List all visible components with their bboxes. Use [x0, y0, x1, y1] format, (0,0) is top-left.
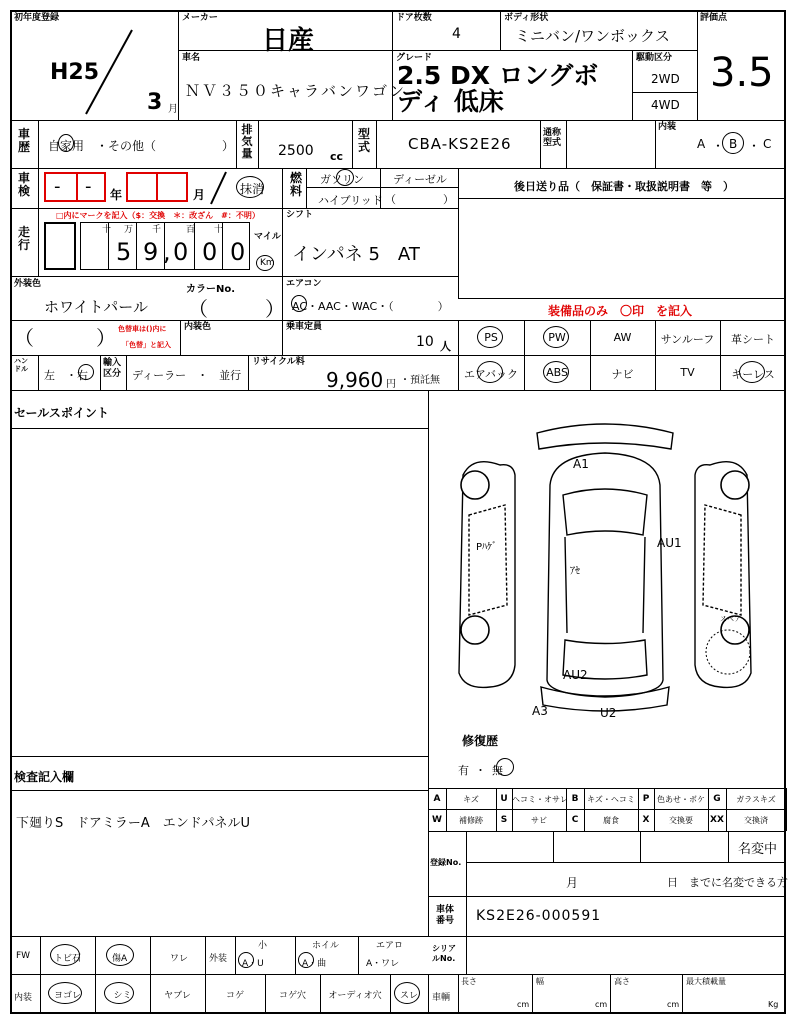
inspect-year-box2: - [76, 172, 106, 202]
divider [236, 120, 237, 168]
fuel-hybrid: ハイブリッド [318, 194, 383, 207]
aircon-label: エアコン [286, 279, 322, 289]
history-label: 車歴 [17, 127, 30, 154]
circle-mark [50, 944, 80, 966]
wheel-label: ホイル [312, 941, 340, 951]
paren: ） [443, 193, 454, 206]
circle-mark [291, 295, 307, 312]
divider [458, 298, 786, 299]
maker-value: 日産 [262, 26, 315, 56]
common-model-label: 通称型式 [543, 128, 562, 148]
weight-label: 最大積載量 [686, 977, 726, 986]
b1-item: 傷A [112, 954, 128, 964]
handle-label: ハンドル [14, 357, 28, 373]
handle-options: 左 ・右 [44, 369, 88, 382]
divider [38, 355, 39, 390]
equip-title: 装備品のみ 〇印 を記入 [548, 304, 693, 318]
divider [10, 320, 786, 321]
sales-title: セールスポイント [14, 406, 109, 420]
divider [10, 756, 428, 757]
circle-mark [104, 982, 134, 1004]
interior-c: C [763, 137, 772, 151]
body-label: ボディ形状 [504, 13, 549, 23]
length-label: 長さ [461, 977, 477, 986]
aero-options: A・ワレ [366, 959, 400, 969]
repair-options: 有・無 [458, 764, 509, 777]
drive-4wd: 4WD [651, 98, 680, 112]
vin-value: KS2E26-000591 [476, 908, 602, 924]
mileage-label: 走行 [17, 225, 30, 252]
mileage-digit: 5 [116, 238, 132, 266]
aircon-value: AC・AAC・WAC・（ ） [292, 300, 449, 313]
drive-2wd: 2WD [651, 72, 680, 86]
divider [126, 355, 127, 390]
damage-au1: AU1 [657, 536, 682, 550]
circle-mark [48, 982, 82, 1004]
slash-line [208, 170, 228, 206]
divider [306, 168, 307, 208]
divider [632, 92, 697, 93]
divider [466, 896, 467, 936]
circle-mark [496, 758, 514, 776]
divider [392, 10, 393, 120]
interior-color-label: 内装色 [184, 322, 212, 332]
circle-mark [477, 326, 503, 348]
legend-code: B [571, 794, 579, 804]
paren: ） [265, 297, 285, 321]
gaiso-label: 外装 [209, 954, 228, 964]
dims-label: 車輌 [432, 993, 451, 1003]
divider [180, 320, 181, 355]
reg-day-text: 日 までに名変できる方 [667, 876, 788, 889]
equipment-item: 革シート [731, 333, 775, 346]
exterior-label: 外装色 [14, 279, 42, 289]
mileage-digit: 0 [173, 238, 189, 266]
divider [306, 187, 458, 188]
model-value: CBA-KS2E26 [408, 135, 512, 153]
month-unit: 月 [193, 188, 206, 202]
year-unit: 年 [110, 188, 123, 202]
interior-damage-item: ヨゴレ [53, 991, 81, 1001]
displacement-label: 排気量 [241, 123, 253, 160]
shift-label: シフト [286, 210, 314, 220]
damage-a1: A1 [573, 457, 589, 471]
capacity-unit: 人 [440, 340, 451, 353]
circle-mark [543, 361, 569, 383]
divider [258, 120, 259, 168]
legend-code: U [500, 794, 508, 804]
divider [376, 120, 377, 168]
first-reg-era: H25 [50, 60, 100, 85]
mileage-digit: 9 [143, 238, 159, 266]
circle-mark [543, 326, 569, 348]
unit-ten-man: 十 [102, 225, 112, 235]
inspect-month-box [126, 172, 158, 202]
legend-label: ヘコミ・オサレ [512, 795, 568, 804]
mileage-note: □内にマークを記入（$：交換 ＊：改ざん #：不明） [56, 211, 260, 220]
car-damage-diagram [445, 415, 765, 725]
equipment-item: TV [680, 366, 695, 379]
import-options: ディーラー ・ 並行 [132, 369, 242, 382]
legend-label: 補修跡 [459, 816, 483, 825]
expired-label: 抹消 [240, 182, 265, 196]
reg-label: 登録No. [430, 858, 462, 867]
interior-damage-item: シミ [113, 991, 132, 1001]
paren: （ [385, 193, 396, 206]
drive-label: 駆動区分 [636, 53, 673, 63]
month-unit: 月 [168, 104, 178, 115]
divider [428, 831, 786, 832]
paren: （ [14, 326, 34, 350]
interior-b: B [729, 137, 738, 151]
divider [10, 276, 458, 277]
legend-code: A [433, 794, 441, 804]
divider [352, 120, 353, 168]
capacity-value: 10 [416, 334, 434, 350]
doors-label: ドア枚数 [396, 13, 432, 23]
equipment-item: エアバック [463, 368, 519, 381]
circle-mark [394, 982, 420, 1004]
naiso-label: 内装 [14, 993, 33, 1003]
legend-label: 色あせ・ボケ [657, 795, 705, 804]
divider [697, 10, 698, 120]
recycle-label: リサイクル料 [252, 357, 305, 367]
displacement-value: 2500 [278, 143, 314, 159]
circle-mark [722, 132, 744, 154]
car-name-value: ＮＶ３５０キャラバンワゴン [185, 82, 407, 100]
paren: ） [96, 326, 116, 350]
divider [428, 896, 786, 897]
unit-sen: 千 [152, 225, 162, 235]
interior-damage-item: スレ [399, 991, 418, 1001]
divider [466, 936, 467, 974]
serial-label: シリアルNo. [432, 944, 456, 963]
divider [458, 198, 786, 199]
exterior-value: ホワイトパール [44, 298, 148, 316]
legend-code: G [713, 794, 721, 804]
repair-title: 修復歴 [462, 734, 499, 748]
divider [178, 10, 179, 120]
divider [10, 936, 428, 937]
divider [428, 788, 786, 789]
circle-mark [336, 169, 354, 186]
doors-value: 4 [452, 26, 461, 42]
divider [178, 50, 697, 51]
interior-a: A [697, 137, 706, 151]
first-reg-month: 3 [147, 90, 163, 115]
maker-label: メーカー [182, 13, 218, 23]
circle-mark [106, 944, 134, 966]
divider [10, 974, 786, 975]
cm-unit: cm [517, 1000, 530, 1009]
inspect-month-box2 [156, 172, 188, 202]
divider [10, 120, 786, 121]
equipment-item: ABS [546, 366, 568, 379]
cm-unit: cm [595, 1000, 608, 1009]
paren: （ [188, 297, 208, 321]
divider [282, 320, 283, 355]
recycle-value: 9,960 [326, 368, 384, 392]
divider [38, 120, 39, 168]
divider [10, 390, 786, 391]
circle-mark [236, 176, 264, 198]
mile-label: マイル [254, 232, 281, 242]
interior-label: 内装 [658, 122, 677, 132]
legend-code: P [642, 794, 650, 804]
divider [282, 208, 283, 276]
reg-month: 月 [566, 876, 579, 890]
divider [500, 10, 501, 50]
equipment-item: ナビ [611, 368, 634, 381]
fuel-diesel: ディーゼル [393, 173, 447, 186]
circle-mark [238, 952, 254, 968]
divider [428, 936, 786, 937]
score-value: 3.5 [710, 50, 774, 96]
circle-mark [298, 952, 314, 968]
legend-label: ガラスキズ [736, 795, 776, 804]
damage-pwave: Pﾊｹﾞ [476, 542, 498, 553]
divider [428, 809, 786, 810]
damage-u2: U2 [600, 706, 617, 720]
body-value: ミニバン/ワンボックス [515, 27, 670, 45]
legend-label: 交換済 [744, 816, 768, 825]
interior-damage-item: オーディオ穴 [328, 991, 382, 1001]
model-label: 型式 [357, 127, 370, 154]
yen-unit: 円 [386, 379, 396, 390]
legend-code: S [500, 815, 508, 825]
unit-man: 万 [124, 225, 134, 235]
change-note2: 「色替」と記入 [122, 341, 171, 349]
legend-label: キズ・ヘコミ [587, 795, 635, 804]
fuel-label: 燃料 [289, 171, 302, 198]
inspection-note: 下廻りS ドアミラーA エンドパネルU [16, 816, 251, 831]
legend-code: X [642, 815, 650, 825]
inspection-label: 車検 [17, 171, 30, 198]
interior-damage-item: ヤブレ [164, 991, 191, 1001]
vin-label: 車体番号 [436, 905, 455, 926]
circle-mark [739, 361, 765, 383]
color-no-label: カラーNo. [186, 284, 236, 295]
kg-unit: Kg [768, 1000, 779, 1009]
divider [632, 50, 633, 120]
history-close: ） [222, 139, 235, 153]
legend-label: 腐食 [603, 816, 619, 825]
mileage-flag-box [44, 222, 76, 270]
b1-item: ワレ [170, 954, 189, 964]
mileage-digit: 0 [230, 238, 246, 266]
height-label: 高さ [614, 977, 630, 986]
circle-mark [256, 255, 274, 271]
grade-line1: 2.5 DX ロングボ [397, 61, 599, 90]
grade-label: グレード [396, 53, 433, 63]
divider [458, 320, 459, 390]
divider [655, 120, 656, 168]
circle-mark [78, 364, 94, 380]
divider [10, 428, 428, 429]
first-reg-label: 初年度登録 [14, 13, 60, 23]
wheel-options: A・曲 [302, 959, 327, 969]
damage-a3: A3 [532, 704, 548, 718]
deposit-label: ・預託無 [400, 375, 440, 386]
divider [428, 390, 429, 936]
cm-unit: cm [667, 1000, 680, 1009]
small-label: 小 [258, 941, 268, 951]
width-label: 幅 [536, 977, 544, 986]
circle-mark [477, 361, 503, 383]
divider [100, 355, 101, 390]
car-name-label: 車名 [182, 53, 201, 63]
unit-hyaku: 百 [186, 225, 196, 235]
history-text: 自家用 ・その他（ [48, 139, 157, 153]
legend-label: キズ [463, 795, 479, 804]
interior-damage-item: コゲ [225, 991, 244, 1001]
equipment-item: AW [613, 331, 632, 344]
damage-ase: ｱｾ [570, 566, 580, 577]
legend-code: W [432, 815, 442, 825]
mileage-digit: 0 [202, 238, 218, 266]
divider [10, 208, 458, 209]
legend-code: XX [710, 815, 724, 825]
interior-damage-item: コゲ穴 [278, 991, 306, 1001]
divider [466, 831, 467, 896]
change-note1: 色替車は()内に [118, 325, 167, 333]
legend-code: C [571, 815, 579, 825]
shift-value: インパネ 5 AT [292, 244, 420, 265]
divider [38, 168, 39, 208]
spare-label: スペア [720, 615, 741, 623]
divider [458, 168, 459, 298]
name-change: 名変中 [738, 842, 778, 857]
equipment-item: PS [484, 331, 498, 344]
divider [248, 355, 249, 390]
import-label: 輸入区分 [103, 358, 122, 379]
fw-label: FW [16, 951, 31, 961]
equipment-item: PW [548, 331, 566, 344]
docs-label: 後日送り品（ 保証書・取扱説明書 等 ） [514, 180, 734, 193]
circle-mark [58, 134, 74, 152]
capacity-label: 乗車定員 [286, 322, 323, 332]
grade-line2: ディ 低床 [397, 87, 504, 116]
divider [10, 168, 786, 169]
mileage-comma: , [163, 238, 171, 266]
small-options: A・U [242, 959, 264, 969]
aero-label: エアロ [376, 941, 404, 951]
cc-unit: cc [330, 150, 344, 163]
b1-item: トビ石 [54, 954, 82, 964]
divider [10, 790, 428, 791]
slash-line [80, 28, 140, 118]
km-label: Km [260, 258, 275, 268]
inspection-title: 検査記入欄 [14, 770, 75, 784]
fuel-gasoline: ガソリン [320, 173, 364, 186]
inspect-year-box: - [44, 172, 78, 202]
legend-label: 交換要 [669, 816, 693, 825]
legend-label: サビ [531, 816, 547, 825]
divider [540, 120, 541, 168]
unit-juu: 十 [214, 225, 224, 235]
divider [38, 208, 39, 276]
damage-au2: AU2 [563, 668, 588, 682]
divider [466, 862, 786, 863]
divider [566, 120, 567, 168]
equipment-item: サンルーフ [660, 333, 715, 346]
score-label: 評価点 [700, 13, 728, 23]
divider [282, 168, 283, 208]
equipment-item: キーレス [731, 368, 775, 381]
